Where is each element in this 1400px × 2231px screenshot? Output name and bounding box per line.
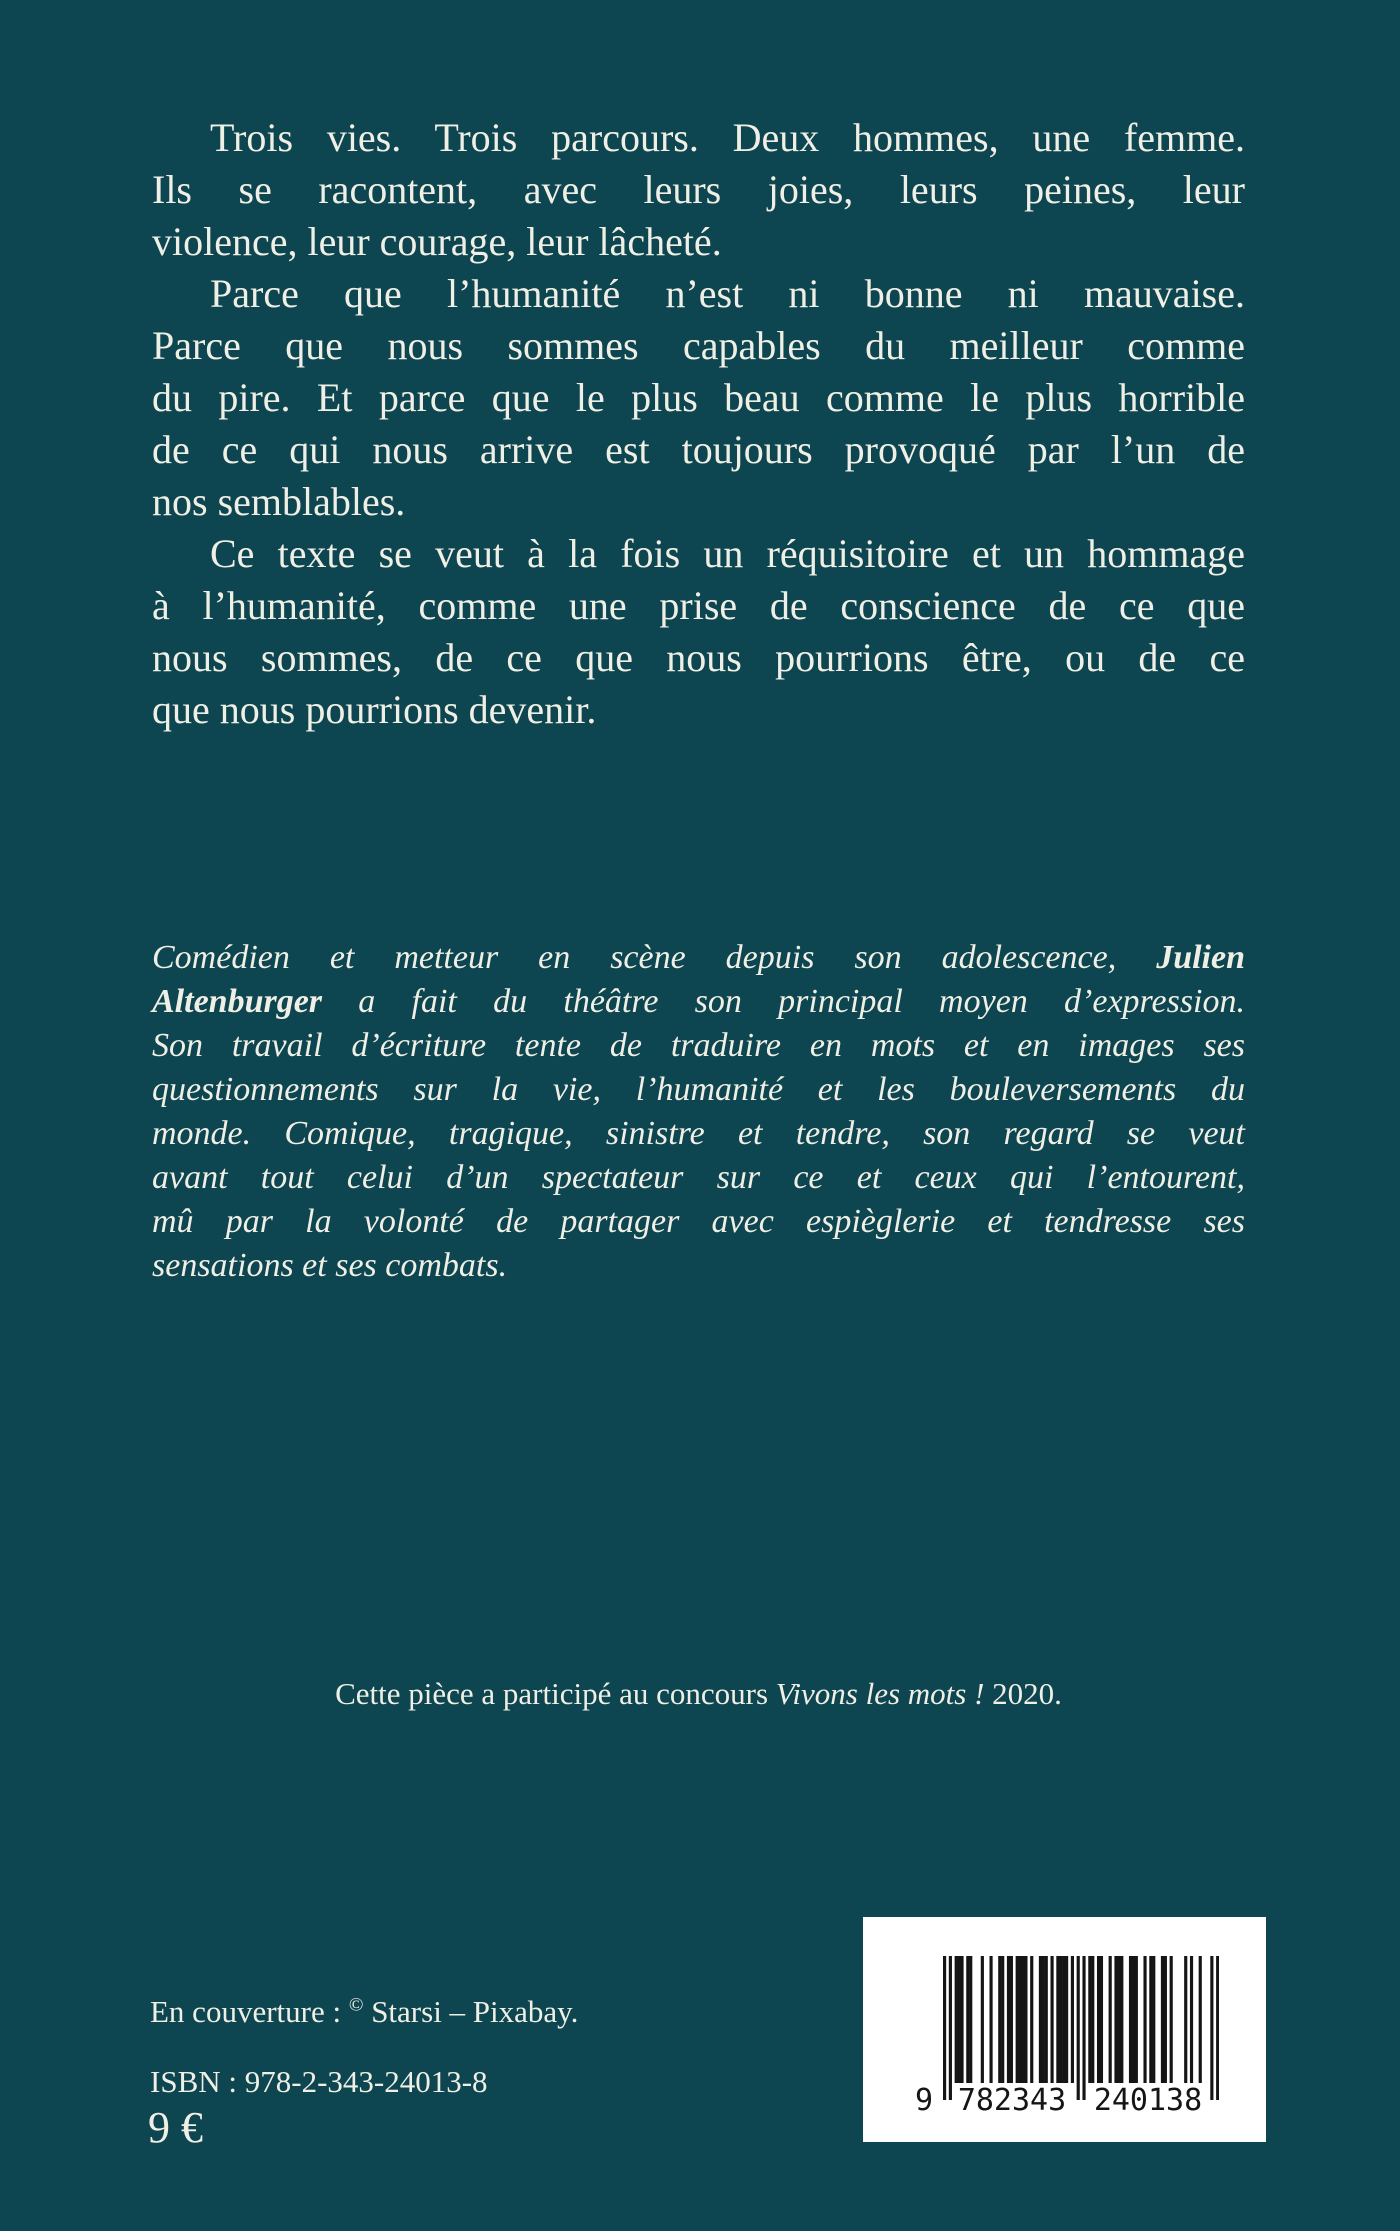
barcode-bar (1059, 1956, 1062, 2083)
text-segment: 2020. (984, 1676, 1062, 1711)
barcode-bar (1045, 1956, 1048, 2083)
barcode-bar (1077, 1956, 1080, 2100)
barcode-bar (966, 1956, 969, 2083)
barcode-bar (1042, 1956, 1045, 2083)
barcode-bar (1117, 1956, 1120, 2083)
text-line: que nous pourrions devenir. (152, 687, 597, 732)
barcode-bar (1001, 1956, 1004, 2083)
text-segment: Vivons les mots ! (775, 1676, 985, 1711)
price-label: 9 € (148, 2103, 203, 2152)
barcode-bar (958, 1956, 961, 2083)
text-line: Trois vies. Trois parcours. Deux hommes, une femme. (210, 115, 1245, 160)
text-line (152, 936, 1245, 980)
barcode-bar (1097, 1956, 1100, 2083)
barcode-bar (1199, 1956, 1202, 2083)
barcode-bar (1007, 1956, 1010, 2083)
barcode-bar (1152, 1956, 1155, 2083)
barcode-bar (1071, 1956, 1074, 2083)
text-segment: Altenburger (152, 983, 323, 1020)
text-line: Parce que nous sommes capables du meilleur comme (152, 323, 1245, 368)
text-line: du pire. Et parce que le plus beau comme le plus horrible (152, 375, 1245, 420)
author-bio (152, 936, 1245, 1288)
back-blurb (152, 112, 1245, 736)
barcode-digit-group-2: 240138 (1093, 2083, 1203, 2118)
cover-credit (150, 1994, 578, 2030)
text-segment: © (348, 1994, 364, 2016)
text-line: à l’humanité, comme une prise de conscience de ce que (152, 583, 1245, 628)
barcode-bar (1135, 1956, 1138, 2083)
barcode-bar (955, 1956, 958, 2083)
barcode-bar (1114, 1956, 1117, 2083)
text-line: Son travail d’écriture tente de traduire en mots et en images ses (152, 1027, 1245, 1064)
barcode-bar (1065, 1956, 1068, 2083)
barcode-bar (1184, 1956, 1187, 2083)
barcode-bar (1210, 1956, 1213, 2100)
barcode-bar (1109, 1956, 1112, 2083)
barcode-bars (943, 1956, 1219, 2100)
text-line: nous sommes, de ce que nous pourrions être, ou de ce (152, 635, 1245, 680)
barcode-bar (960, 1956, 963, 2083)
text-line: nos semblables. (152, 479, 406, 524)
barcode-bar (1164, 1956, 1167, 2083)
text-line: monde. Comique, tragique, sinistre et tendre, son regard se veut (152, 1115, 1245, 1152)
text-line: sensations et ses combats. (152, 1247, 508, 1284)
barcode-panel (863, 1917, 1266, 2142)
barcode-bar (1120, 1956, 1123, 2083)
text-segment: Starsi – Pixabay. (363, 1994, 579, 2029)
barcode-bar (1132, 1956, 1135, 2083)
barcode-bar (1216, 1956, 1219, 2100)
text-segment: a fait du théâtre son principal moyen d’expression. (322, 983, 1245, 1020)
barcode-bar (1170, 1956, 1173, 2083)
text-line: Parce que l’humanité n’est ni bonne ni mauvaise. (210, 271, 1245, 316)
isbn-line: ISBN : 978-2-343-24013-8 (150, 2064, 488, 2099)
barcode-bar (1161, 1956, 1164, 2083)
barcode-bar (1100, 1956, 1103, 2083)
text-line: Ce texte se veut à la fois un réquisitoire et un hommage (210, 531, 1245, 576)
barcode-bar (1062, 1956, 1065, 2083)
text-segment: Julien (1156, 939, 1245, 976)
text-segment: Comédien et metteur en scène depuis son adolescence, (152, 939, 1157, 976)
barcode-bar (1190, 1956, 1193, 2083)
barcode-bar (1082, 1956, 1085, 2100)
contest-note (152, 1676, 1245, 1712)
barcode-bar (943, 1956, 946, 2100)
text-line: de ce qui nous arrive est toujours provoqué par l’un de (152, 427, 1245, 472)
text-segment: En couverture : (150, 1994, 349, 2029)
barcode-bar (1039, 1956, 1042, 2083)
barcode-bar (1024, 1956, 1027, 2083)
barcode-bar (1091, 1956, 1094, 2083)
barcode-bar (1019, 1956, 1022, 2083)
text-line: violence, leur courage, leur lâcheté. (152, 219, 722, 264)
barcode-bar (989, 1956, 992, 2083)
barcode-bar (1010, 1956, 1013, 2083)
barcode-bar (1143, 1956, 1146, 2083)
barcode-bar (1149, 1956, 1152, 2083)
text-segment: Cette pièce a participé au concours (335, 1676, 776, 1711)
text-line: mû par la volonté de partager avec espièglerie et tendresse ses (152, 1203, 1245, 1240)
text-line: avant tout celui d’un spectateur sur ce et ceux qui l’entourent, (152, 1159, 1245, 1196)
barcode-bar (949, 1956, 952, 2100)
barcode-lead-digit: 9 (914, 2083, 934, 2118)
barcode-bar (969, 1956, 972, 2083)
barcode-bar (1016, 1956, 1019, 2083)
text-line (152, 980, 1245, 1024)
barcode-bar (1021, 1956, 1024, 2083)
text-line: Ils se racontent, avec leurs joies, leurs peines, leur (152, 167, 1245, 212)
barcode-bar (998, 1956, 1001, 2083)
barcode-bar (1050, 1956, 1053, 2083)
barcode-digit-group-1: 782343 (957, 2083, 1067, 2118)
barcode-bar (1030, 1956, 1033, 2083)
barcode-bar (981, 1956, 984, 2083)
barcode-bar (1056, 1956, 1059, 2083)
text-line: questionnements sur la vie, l’humanité et les bouleversements du (152, 1071, 1245, 1108)
barcode-bar (1088, 1956, 1091, 2083)
barcode-bar (1129, 1956, 1132, 2083)
